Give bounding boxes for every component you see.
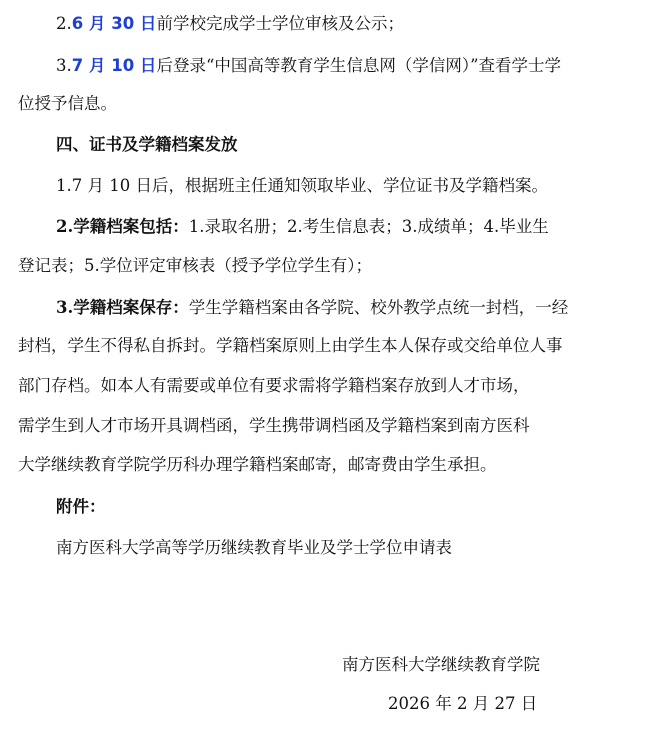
section-4-paragraph-2-line-2 <box>18 256 372 276</box>
item-3-prefix: 3. <box>56 56 72 75</box>
section-4-paragraph-3-label: 3.学籍档案保存： <box>56 298 189 317</box>
section-4-paragraph-3-text-1: 学生学籍档案由各学院、校外教学点统一封档，一经 <box>188 298 569 317</box>
item-2-date: 6 月 30 日 <box>71 14 157 33</box>
attachment-item: 南方医科大学高等学历继续教育毕业及学士学位申请表 <box>56 538 452 557</box>
section-4-heading: 四、证书及学籍档案发放 <box>56 135 238 154</box>
signature-date: 2026 年 2 月 27 日 <box>388 694 538 713</box>
section-4-paragraph-3-line-3: 部门存档。如本人有需要或单位有要求需将学籍档案存放到人才市场， <box>18 376 530 395</box>
section-4-paragraph-2-text-2: 登记表；5.学位评定审核表（授予学位学生有）； <box>18 256 372 275</box>
section-4-paragraph-2-text-1: 1.录取名册；2.考生信息表；3.成绩单；4.毕业生 <box>188 217 549 236</box>
section-4-paragraph-3-line-4: 需学生到人才市场开具调档函，学生携带调档函及学籍档案到南方医科 <box>18 416 530 435</box>
section-4-paragraph-1: 1.7 月 10 日后，根据班主任通知领取毕业、学位证书及学籍档案。 <box>56 176 548 195</box>
section-4-paragraph-2-line-1 <box>56 217 549 237</box>
section-4-paragraph-3-line-2: 封档，学生不得私自拆封。学籍档案原则上由学生本人保存或交给单位人事 <box>18 336 563 355</box>
item-3-line-1 <box>56 56 561 76</box>
section-4-paragraph-3-line-1 <box>56 298 568 318</box>
item-3-text-1: 后登录“中国高等教育学生信息网（学信网）”查看学士学 <box>156 56 562 75</box>
section-4-paragraph-2-label: 2.学籍档案包括： <box>56 217 189 236</box>
item-2-prefix: 2. <box>56 14 72 33</box>
item-3-text-2: 位授予信息。 <box>18 94 117 113</box>
item-3-date: 7 月 10 日 <box>71 56 157 75</box>
item-2-text: 前学校完成学士学位审核及公示； <box>156 14 404 33</box>
section-4-paragraph-3-line-5: 大学继续教育学院学历科办理学籍档案邮寄，邮寄费由学生承担。 <box>18 455 497 474</box>
item-3-line-2 <box>18 94 117 114</box>
attachment-label: 附件： <box>56 497 106 516</box>
item-2-line <box>56 14 404 34</box>
signature-organization: 南方医科大学继续教育学院 <box>342 655 540 674</box>
